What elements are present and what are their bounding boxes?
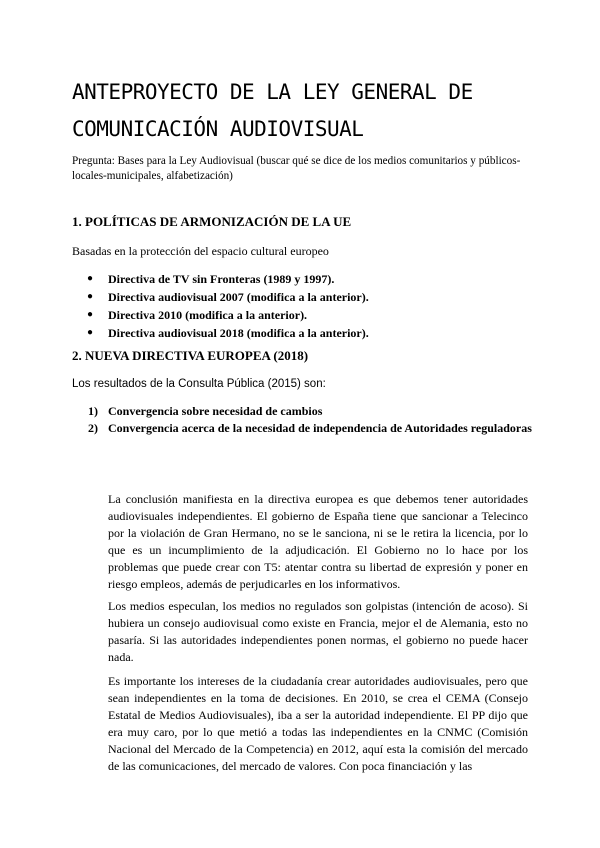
section2-intro: Los resultados de la Consulta Pública (2015) son: (72, 378, 326, 390)
section2-heading: 2. NUEVA DIRECTIVA EUROPEA (2018) (72, 348, 309, 363)
section1-bullet-list (72, 270, 532, 342)
body-paragraph-2: Los medios especulan, los medios no regulados son golpistas (intención de acoso). Si hubiera un consejo audiovisual como existe en Francia, mejor el de Alemania, esto no pasaría. Si las autoridades independientes ponen normas, el gobierno no puede hacer nada. (108, 599, 528, 664)
list-item: 2) Convergencia acerca de la necesidad de independencia de Autoridades reguladoras (88, 421, 532, 435)
question-text: Pregunta: Bases para la Ley Audiovisual (buscar qué se dice de los medios comunitarios y públicos-locales-municipales, alfabetización) (72, 155, 521, 182)
list-item: ● Directiva audiovisual 2007 (modifica a la anterior). (87, 290, 369, 304)
bullet-icon: ● (87, 309, 94, 320)
document-title: ANTEPROYECTO DE LA LEY GENERAL DE COMUNICACIÓN AUDIOVISUAL (72, 80, 473, 141)
bullet-icon: ● (87, 273, 94, 284)
section2-numbered-list (72, 403, 532, 437)
section1-heading: 1. POLÍTICAS DE ARMONIZACIÓN DE LA UE (72, 214, 352, 229)
list-item: ● Directiva audiovisual 2018 (modifica a la anterior). (87, 326, 369, 340)
bullet-icon: ● (87, 327, 94, 338)
list-item: 1) Convergencia sobre necesidad de cambios (88, 404, 323, 418)
list-item: ● Directiva de TV sin Fronteras (1989 y 1997). (87, 272, 335, 286)
section1-intro: Basadas en la protección del espacio cultural europeo (72, 244, 329, 258)
body-paragraph-3: Es importante los intereses de la ciudadanía crear autoridades audiovisuales, pero que sean independientes en la toma de decisiones. En 2010, se crea el CEMA (Consejo Estatal de Medios Audiovisuales), iba a ser la autoridad independiente. El PP dijo que era muy caro, por lo que metió a todas las independientes en la CNMC (Comisión Nacional del Mercado de la Competencia) en 2012, aquí esta la comisión del mercado de las comunicaciones, del mercado de valores. Con poca financiación y las (108, 674, 528, 773)
bullet-icon: ● (87, 291, 94, 302)
list-item: ● Directiva 2010 (modifica a la anterior). (87, 308, 308, 322)
body-paragraph-1: La conclusión manifiesta en la directiva europea es que debemos tener autoridades audiovisuales independientes. El gobierno de España tiene que sancionar a Telecinco por la violación de Gran Hermano, no se le sanciona, ni se le retira la licencia, por lo que es un incumplimiento de la adjudicación. El Gobierno no lo hace por los problemas que puede crear con T5: atentar contra su libertad de expresión y poner en riesgo empleos, además de perjudicarles en los informativos. (108, 492, 528, 591)
